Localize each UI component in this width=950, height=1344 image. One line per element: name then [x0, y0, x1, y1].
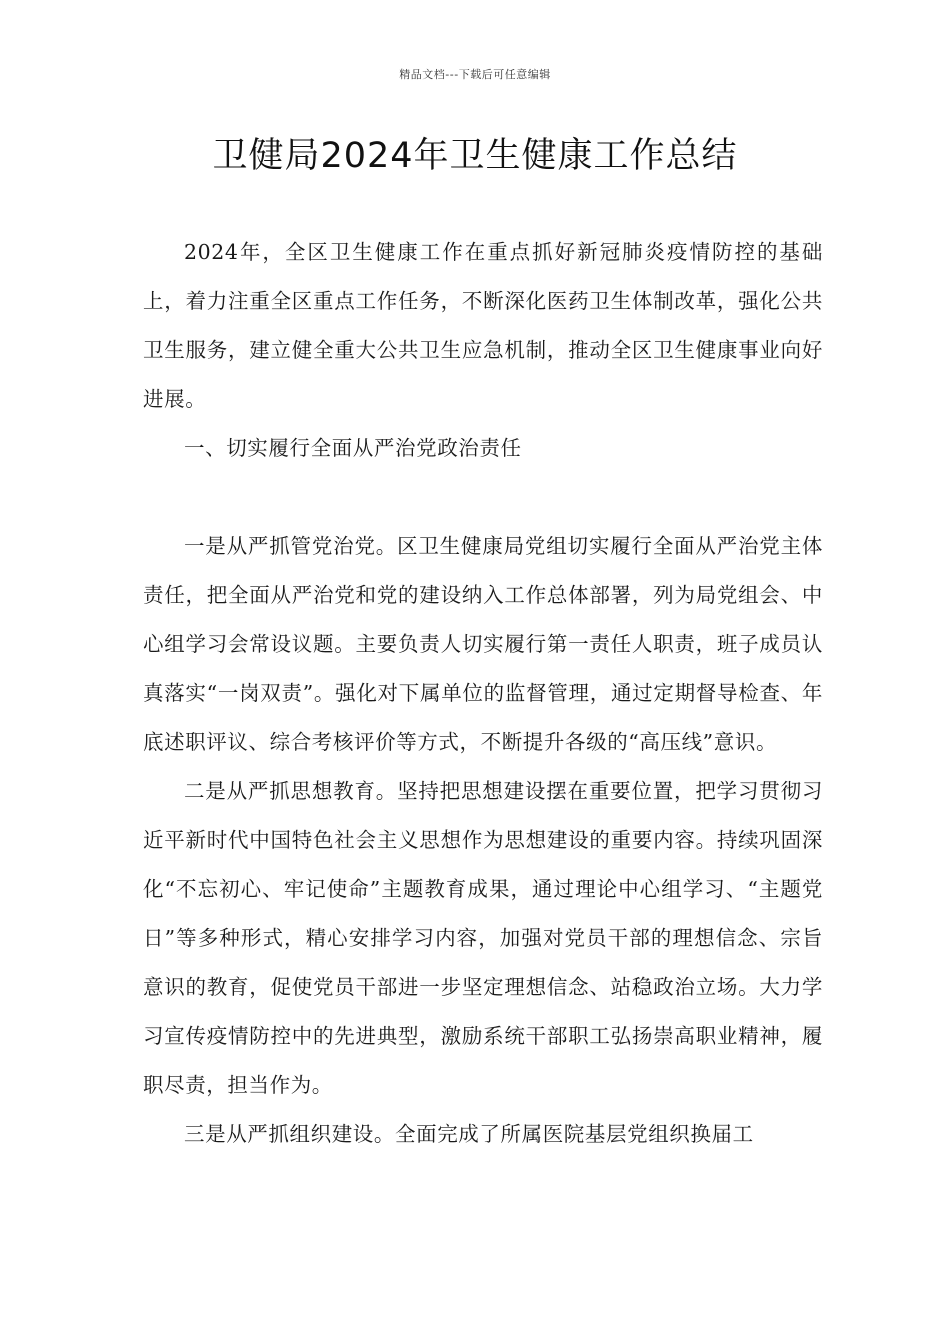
header-note: 精品文档---下载后可任意编辑 — [399, 68, 551, 81]
intro-paragraph: 2024年，全区卫生健康工作在重点抓好新冠肺炎疫情防控的基础上，着力注重全区重点工作任务，不断深化医药卫生体制改革，强化公共卫生服务，建立健全重大公共卫生应急机制，推动全区卫生健康事业向好进展。 — [143, 240, 823, 411]
section-heading: 一、切实履行全面从严治党政治责任 — [184, 436, 522, 460]
body-paragraph: 三是从严抓组织建设。全面完成了所属医院基层党组织换届工 — [184, 1122, 754, 1146]
body-paragraph: 二是从严抓思想教育。坚持把思想建设摆在重要位置，把学习贯彻习近平新时代中国特色社会主义思想作为思想建设的重要内容。持续巩固深化“不忘初心、牢记使命”主题教育成果，通过理论中心组学习、“主题党日”等多种形式，精心安排学习内容，加强对党员干部的理想信念、宗旨意识的教育，促使党员干部进一步坚定理想信念、站稳政治立场。大力学习宣传疫情防控中的先进典型，激励系统干部职工弘扬崇高职业精神，履职尽责，担当作为。 — [143, 779, 823, 1097]
body-paragraph: 一是从严抓管党治党。区卫生健康局党组切实履行全面从严治党主体责任，把全面从严治党和党的建设纳入工作总体部署，列为局党组会、中心组学习会常设议题。主要负责人切实履行第一责任人职责，班子成员认真落实“一岗双责”。强化对下属单位的监督管理，通过定期督导检查、年底述职评议、综合考核评价等方式，不断提升各级的“高压线”意识。 — [143, 534, 823, 754]
document-body — [143, 228, 823, 1159]
document-title: 卫健局2024年卫生健康工作总结 — [212, 136, 738, 176]
